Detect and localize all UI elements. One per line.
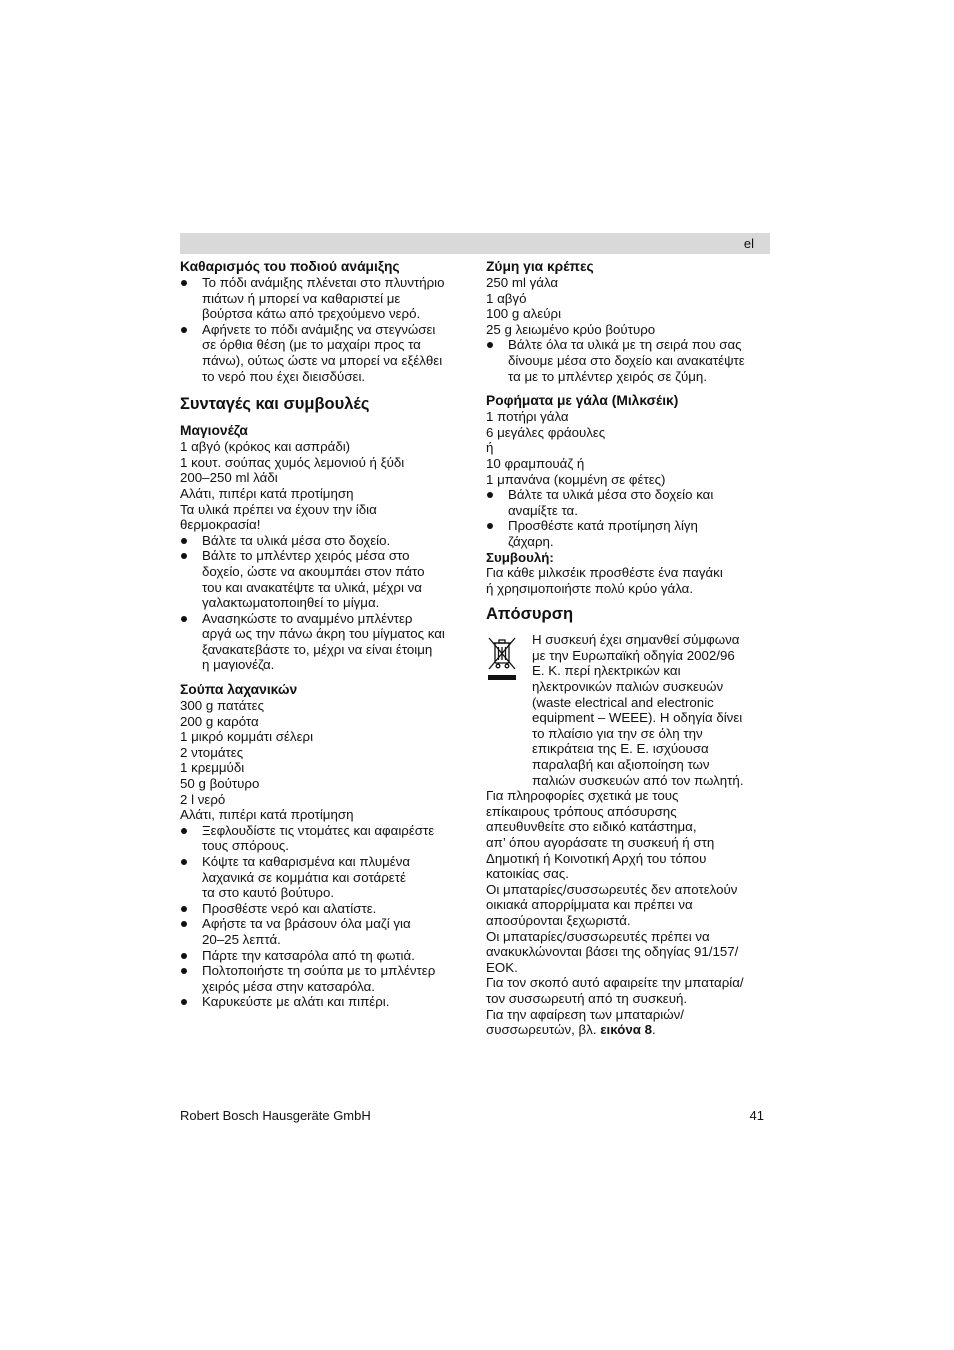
text-line: Η συσκευή έχει σημανθεί σύμφωνα xyxy=(532,632,740,648)
text-line: τον συσσωρευτή από τη συσκευή. xyxy=(486,990,688,1006)
text-line: 1 κουτ. σούπας χυμός λεμονιού ή ξύδι xyxy=(180,454,405,470)
list-item-text: βούρτσα κάτω από τρεχούμενο νερό. xyxy=(202,306,421,322)
text-line: Για κάθε μιλκσέικ προσθέστε ένα παγάκι xyxy=(486,565,723,581)
crepes-ingredients xyxy=(486,275,772,337)
list-item xyxy=(180,948,465,964)
list-item-text: το νερό που έχει διεισδύσει. xyxy=(202,368,366,384)
crepes-heading: Ζύμη για κρέπες xyxy=(486,259,594,274)
text-line: 200–250 ml λάδι xyxy=(180,470,278,486)
bullet-dot-icon xyxy=(181,327,187,333)
bullet-dot-icon xyxy=(487,523,493,529)
footer-company: Robert Bosch Hausgeräte GmbH xyxy=(180,1108,371,1123)
list-item xyxy=(486,337,772,384)
text-line: Αλάτι, πιπέρι κατά προτίμηση xyxy=(180,807,354,823)
text-line: 2 l νερό xyxy=(180,791,226,807)
list-item-text: Αφήνετε το πόδι ανάμιξης να στεγνώσει xyxy=(202,321,436,337)
text-line: ή xyxy=(486,440,494,456)
text-line: 300 g πατάτες xyxy=(180,698,264,714)
list-item-text: τους σπόρους. xyxy=(202,838,289,854)
mayo-steps xyxy=(180,533,465,673)
milkshake-ingredients xyxy=(486,409,772,487)
text-line: 1 κρεμμύδι xyxy=(180,760,245,776)
text-line: με την Ευρωπαϊκή οδηγία 2002/96 xyxy=(532,647,735,663)
text-line: Αλάτι, πιπέρι κατά προτίμηση xyxy=(180,485,354,501)
bullet-dot-icon xyxy=(181,616,187,622)
figure-reference: εικόνα 8 xyxy=(600,1022,652,1038)
text-line: θερμοκρασία! xyxy=(180,517,261,533)
text-line: (waste electrical and electronic xyxy=(532,694,714,710)
list-item xyxy=(180,901,465,917)
disposal-heading: Απόσυρση xyxy=(486,605,574,624)
text-line: Για πληροφορίες σχετικά με τους xyxy=(486,788,679,804)
text-line: επίκαιρους τρόπους απόσυρσης xyxy=(486,803,677,819)
text-line: 6 μεγάλες φράουλες xyxy=(486,424,606,440)
list-item-text: του και ανακατέψτε τα υλικά, μέχρι να xyxy=(202,579,422,595)
list-item-text: Προσθέστε νερό και αλατίστε. xyxy=(202,900,377,916)
list-item xyxy=(180,963,465,994)
list-item-text: τα με το μπλέντερ χειρός σε ζύμη. xyxy=(508,368,708,384)
text-line: Δημοτική ή Κοινοτική Αρχή του τόπου xyxy=(486,850,707,866)
bullet-dot-icon xyxy=(181,859,187,865)
text-line: 1 ποτήρι γάλα xyxy=(486,409,569,425)
recipes-heading: Συνταγές και συμβουλές xyxy=(180,395,370,414)
list-item-text: τα στο καυτό βούτυρο. xyxy=(202,885,335,901)
text-line: 1 αβγό (κρόκος και ασπράδι) xyxy=(180,439,351,455)
list-item-text: Πάρτε την κατσαρόλα από τη φωτιά. xyxy=(202,947,415,963)
list-item xyxy=(486,518,772,549)
list-item xyxy=(180,994,465,1010)
milkshake-steps xyxy=(486,487,772,549)
list-item-text: Αφήστε τα να βράσουν όλα μαζί για xyxy=(202,916,411,932)
text-line: ή χρησιμοποιήστε πολύ κρύο γάλα. xyxy=(486,580,694,596)
list-item xyxy=(180,823,465,854)
soup-ingredients xyxy=(180,698,465,823)
list-item-text: ξανακατεβάστε το, μέχρι να είναι έτοιμη xyxy=(202,641,433,657)
text-line: Για τον σκοπό αυτό αφαιρείτε την μπαταρία/ xyxy=(486,975,744,991)
list-item-text: λαχανικά σε κομμάτια και σοτάρετέ xyxy=(202,869,406,885)
tip-text xyxy=(486,565,772,596)
list-item xyxy=(180,916,465,947)
text-line: 2 ντομάτες xyxy=(180,744,244,760)
list-item-text: δοχείο, ώστε να ακουμπάει στον πάτο xyxy=(202,563,425,579)
bullet-dot-icon xyxy=(487,342,493,348)
cleaning-heading: Καθαρισμός του ποδιού ανάμιξης xyxy=(180,259,400,274)
crepes-steps xyxy=(486,337,772,384)
list-item-text: πιάτων ή μπορεί να καθαριστεί με xyxy=(202,290,401,306)
text-line: 200 g καρότα xyxy=(180,713,259,729)
list-item-text: Πολτοποιήστε τη σούπα με το μπλέντερ xyxy=(202,963,436,979)
text-line: οικιακά απορρίμματα και πρέπει να xyxy=(486,897,693,913)
text-line: παλιών συσκευών από τον πωλητή. xyxy=(532,772,744,788)
weee-block xyxy=(486,632,772,788)
list-item-text: Κόψτε τα καθαρισμένα και πλυμένα xyxy=(202,854,411,869)
weee-text xyxy=(486,632,772,788)
bullet-dot-icon xyxy=(181,828,187,834)
list-item-text: Ανασηκώστε το αναμμένο μπλέντερ xyxy=(202,610,413,626)
list-item-text: Το πόδι ανάμιξης πλένεται στο πλυντήριο xyxy=(202,275,445,290)
text-line: 50 g βούτυρο xyxy=(180,776,260,792)
text-line: 1 μικρό κομμάτι σέλερι xyxy=(180,729,314,745)
bullet-dot-icon xyxy=(181,553,187,559)
list-item-text: Βάλτε το μπλέντερ χειρός μέσα στο xyxy=(202,548,410,564)
list-item xyxy=(180,548,465,610)
tip-label: Συμβουλή: xyxy=(486,549,554,565)
text-line: απευθυνθείτε στο ειδικό κατάστημα, xyxy=(486,819,697,835)
bullet-dot-icon xyxy=(181,280,187,286)
soup-steps xyxy=(180,823,465,1010)
disposal-last-prefix: συσσωρευτών, βλ. xyxy=(486,1022,601,1038)
disposal-text xyxy=(486,788,772,1022)
list-item-text: δίνουμε μέσα στο δοχείο και ανακατέψτε xyxy=(508,352,745,368)
milkshake-heading: Ροφήματα με γάλα (Μιλκσέικ) xyxy=(486,393,679,409)
list-item-text: Βάλτε τα υλικά μέσα στο δοχείο και xyxy=(508,487,714,503)
list-item-text: 20–25 λεπτά. xyxy=(202,931,281,947)
list-item xyxy=(180,533,465,549)
page-number: 41 xyxy=(749,1108,764,1123)
list-item-text: Βάλτε όλα τα υλικά με τη σειρά που σας xyxy=(508,337,742,353)
soup-heading: Σούπα λαχανικών xyxy=(180,682,298,698)
list-item-text: ζάχαρη. xyxy=(508,533,554,549)
cleaning-list xyxy=(180,275,465,384)
language-code: el xyxy=(743,236,754,251)
list-item-text: σε όρθια θέση (με το μαχαίρι προς τα xyxy=(202,337,421,353)
list-item-text: η μαγιονέζα. xyxy=(202,657,275,673)
text-line: 250 ml γάλα xyxy=(486,275,559,290)
text-line: Ε. Κ. περί ηλεκτρικών και xyxy=(532,663,681,679)
list-item-text: Ξεφλουδίστε τις ντομάτες και αφαιρέστε xyxy=(202,822,435,838)
text-line: αποσύρονται ξεχωριστά. xyxy=(486,912,631,928)
bullet-dot-icon xyxy=(181,538,187,544)
text-line: το πλαίσιο για την σε όλη την xyxy=(532,725,703,741)
bullet-dot-icon xyxy=(181,953,187,959)
text-line: 25 g λειωμένο κρύο βούτυρο xyxy=(486,321,656,337)
text-line: equipment – WEEE). Η οδηγία δίνει xyxy=(532,710,743,726)
text-line: παραλαβή και αξιοποίηση των xyxy=(532,757,710,773)
bullet-dot-icon xyxy=(487,492,493,498)
left-column xyxy=(180,258,465,1010)
list-item xyxy=(486,487,772,518)
bullet-dot-icon xyxy=(181,999,187,1005)
text-line: ΕΟΚ. xyxy=(486,959,518,975)
text-line: Για την αφαίρεση των μπαταριών/ xyxy=(486,1006,684,1022)
header-bar xyxy=(180,233,770,254)
disposal-last-suffix: . xyxy=(651,1022,656,1038)
list-item-text: αργά ως την πάνω άκρη του μίγματος και xyxy=(202,626,445,642)
text-line: Οι μπαταρίες/συσσωρευτές δεν αποτελούν xyxy=(486,881,738,897)
bullet-dot-icon xyxy=(181,968,187,974)
text-line: ηλεκτρονικών παλιών συσκευών xyxy=(532,679,724,695)
list-item-text: πάνω), ούτως ώστε να μπορεί να εξέλθει xyxy=(202,352,443,368)
text-line: ανακυκλώνονται βάσει της οδηγίας 91/157/ xyxy=(486,944,739,960)
text-line: κατοικίας σας. xyxy=(486,866,569,882)
disposal-last-line xyxy=(486,1022,772,1038)
list-item-text: αναμίξτε τα. xyxy=(508,502,578,518)
text-line: Οι μπαταρίες/συσσωρευτές πρέπει να xyxy=(486,928,710,944)
bullet-dot-icon xyxy=(181,921,187,927)
list-item-text: Προσθέστε κατά προτίμηση λίγη xyxy=(508,518,698,534)
bullet-dot-icon xyxy=(181,906,187,912)
list-item xyxy=(180,275,465,322)
text-line: απ’ όπου αγοράσατε τη συσκευή ή στη xyxy=(486,835,715,850)
right-column xyxy=(486,258,772,1038)
text-line: 10 φραμπουάζ ή xyxy=(486,455,585,471)
mayo-ingredients xyxy=(180,439,465,533)
list-item xyxy=(180,854,465,901)
list-item-text: Βάλτε τα υλικά μέσα στο δοχείο. xyxy=(202,532,391,548)
list-item xyxy=(180,322,465,384)
list-item-text: χειρός μέσα στην κατσαρόλα. xyxy=(202,978,375,994)
text-line: επικράτεια της Ε. Ε. ισχύουσα xyxy=(532,741,709,757)
text-line: Τα υλικά πρέπει να έχουν την ίδια xyxy=(180,501,377,517)
text-line: 1 μπανάνα (κομμένη σε φέτες) xyxy=(486,471,666,487)
text-line: 100 g αλεύρι xyxy=(486,306,562,322)
list-item xyxy=(180,611,465,673)
mayo-heading: Μαγιονέζα xyxy=(180,423,248,439)
text-line: 1 αβγό xyxy=(486,290,527,306)
crossed-out-bin-icon xyxy=(486,636,518,682)
list-item-text: Καρυκεύστε με αλάτι και πιπέρι. xyxy=(202,994,390,1010)
list-item-text: γαλακτωματοποιηθεί το μίγμα. xyxy=(202,595,380,611)
